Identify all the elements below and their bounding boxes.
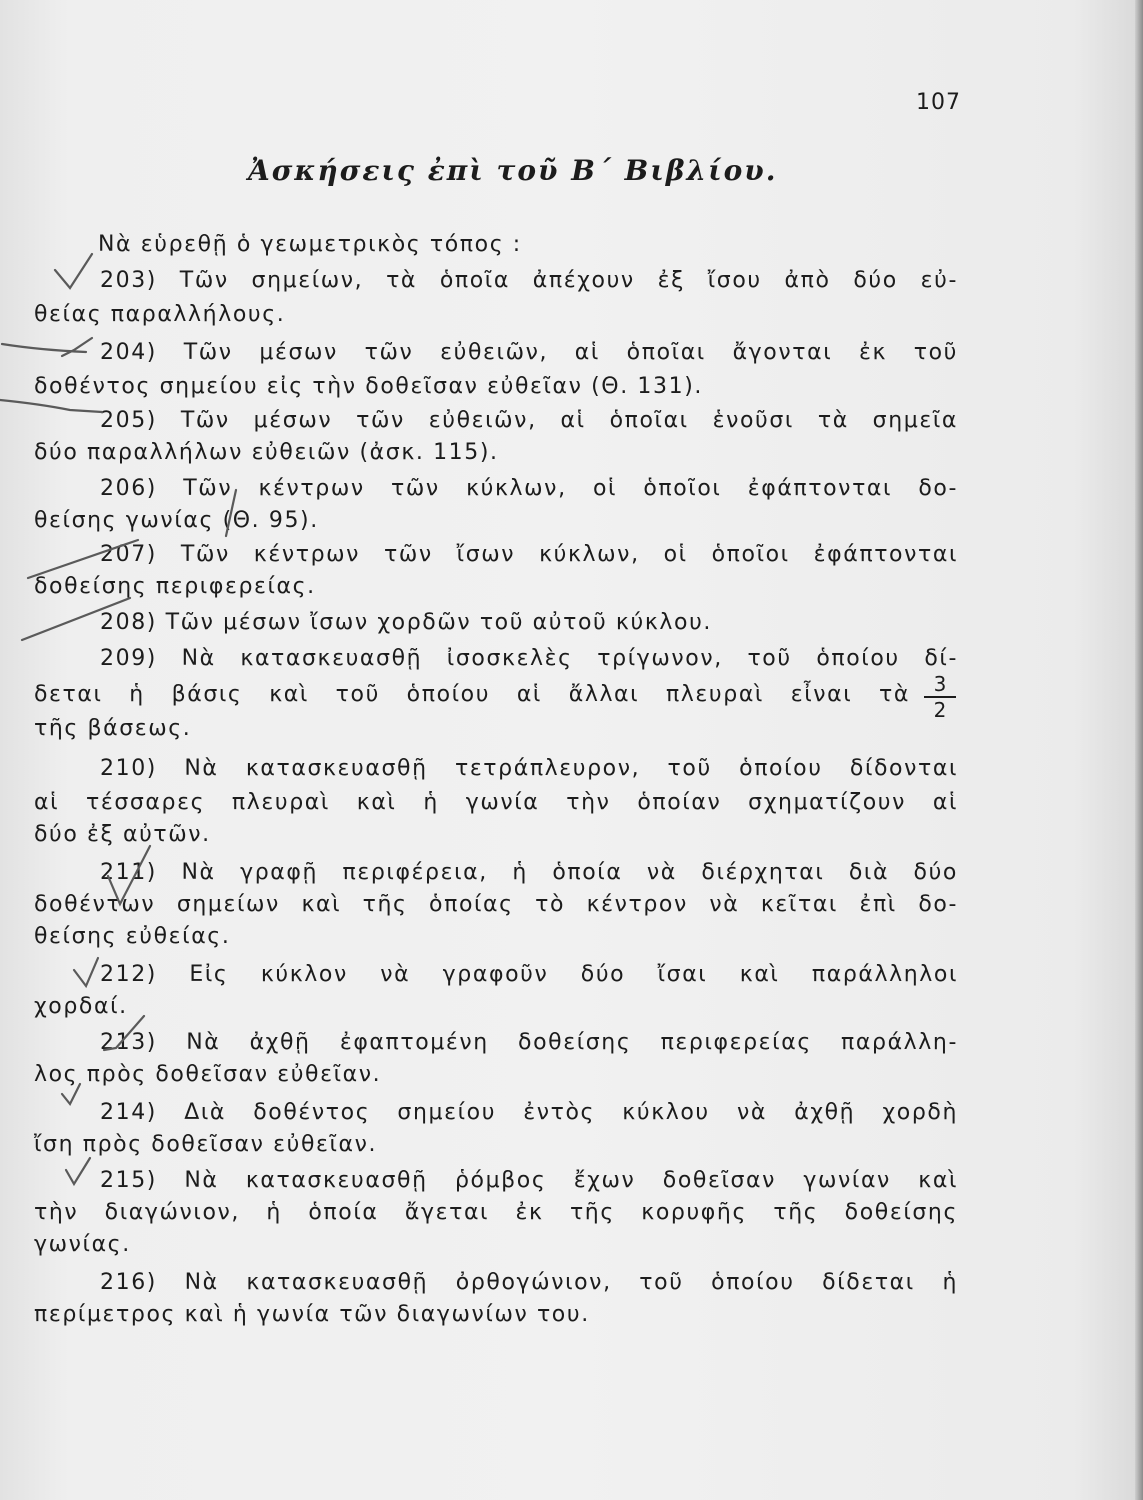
exercise-205-line-1: 205) Τῶν μέσων τῶν εὐθειῶν, αἱ ὁποῖαι ἑνοῦσι τὰ σημεῖα [100,408,958,433]
exercise-205-line-2: δύο παραλλήλων εὐθειῶν (ἀσκ. 115). [34,440,499,465]
fraction-three-halves [922,672,958,722]
exercise-211-line-3: θείσης εὐθείας. [34,924,231,949]
strike-204 [2,344,86,352]
intro-line: Νὰ εὑρεθῇ ὁ γεωμετρικὸς τόπος : [98,232,522,257]
exercise-216-line-1: 216) Νὰ κατασκευασθῇ ὀρθογώνιον, τοῦ ὁποίου δίδεται ἡ [100,1270,958,1295]
exercise-203-line-2: θείας παραλλήλους. [34,302,286,327]
exercise-210-line-2: αἱ τέσσαρες πλευραὶ καὶ ἡ γωνία τὴν ὁποίαν σχηματίζουν αἱ [34,790,958,815]
exercise-204-line-1: 204) Τῶν μέσων τῶν εὐθειῶν, αἱ ὁποῖαι ἄγονται ἐκ τοῦ [100,340,958,365]
exercise-216-line-2: περίμετρος καὶ ἡ γωνία τῶν διαγωνίων του. [34,1302,590,1327]
checkmark-215 [66,1158,90,1184]
exercise-215-line-3: γωνίας. [34,1232,131,1257]
exercise-209-line-2: δεται ἡ βάσις καὶ τοῦ ὁποίου αἱ ἄλλαι πλευραὶ εἶναι τὰ [34,682,910,707]
exercise-210-line-3: δύο ἐξ αὐτῶν. [34,822,211,847]
exercise-206-line-1: 206) Τῶν κέντρων τῶν κύκλων, οἱ ὁποῖοι ἐφάπτονται δο- [100,476,958,501]
page-title: Ἀσκήσεις ἐπὶ τοῦ Β΄ Βιβλίου. [248,154,778,187]
page-edge-shadow [1135,0,1143,1500]
exercise-211-line-1: 211) Νὰ γραφῇ περιφέρεια, ἡ ὁποία νὰ διέρχηται διὰ δύο [100,860,958,885]
exercise-215-line-1: 215) Νὰ κατασκευασθῇ ῥόμβος ἔχων δοθεῖσαν γωνίαν καὶ [100,1168,958,1193]
checkmark-204 [62,338,92,356]
fraction-denominator: 2 [933,698,947,722]
exercise-211-line-2: δοθέντων σημείων καὶ τῆς ὁποίας τὸ κέντρον νὰ κεῖται ἐπὶ δο- [34,892,958,917]
exercise-212-line-2: χορδαί. [34,994,128,1019]
checkmark-212 [74,958,98,986]
exercise-203-line-1: 203) Τῶν σημείων, τὰ ὁποῖα ἀπέχουν ἐξ ἴσου ἀπὸ δύο εὐ- [100,268,958,293]
exercise-214-line-1: 214) Διὰ δοθέντος σημείου ἐντὸς κύκλου νὰ ἀχθῇ χορδὴ [100,1100,958,1125]
exercise-210-line-1: 210) Νὰ κατασκευασθῇ τετράπλευρον, τοῦ ὁποίου δίδονται [100,756,958,781]
exercise-207-line-1: 207) Τῶν κέντρων τῶν ἴσων κύκλων, οἱ ὁποῖοι ἐφάπτονται [100,542,958,567]
exercise-213-line-1: 213) Νὰ ἀχθῇ ἐφαπτομένη δοθείσης περιφερείας παράλλη- [100,1030,958,1055]
exercise-208-line-1: 208) Τῶν μέσων ἴσων χορδῶν τοῦ αὐτοῦ κύκλου. [100,610,712,635]
exercise-207-line-2: δοθείσης περιφερείας. [34,574,316,599]
exercise-215-line-2: τὴν διαγώνιον, ἡ ὁποία ἄγεται ἐκ τῆς κορυφῆς τῆς δοθείσης [34,1200,958,1225]
checkmark-203 [55,254,92,288]
exercise-209-line-1: 209) Νὰ κατασκευασθῇ ἰσοσκελὲς τρίγωνον, τοῦ ὁποίου δί- [100,646,958,671]
exercise-212-line-1: 212) Εἰς κύκλον νὰ γραφοῦν δύο ἴσαι καὶ παράλληλοι [100,962,958,987]
page-number: 107 [916,90,961,115]
exercise-213-line-2: λος πρὸς δοθεῖσαν εὐθεῖαν. [34,1062,382,1087]
exercise-209-line-3: τῆς βάσεως. [34,716,192,741]
exercise-206-line-2: θείσης γωνίας (Θ. 95). [34,508,319,533]
exercise-204-line-2: δοθέντος σημείου εἰς τὴν δοθεῖσαν εὐθεῖαν (Θ. 131). [34,374,703,399]
exercise-214-line-2: ἴση πρὸς δοθεῖσαν εὐθεῖαν. [34,1132,378,1157]
fraction-numerator: 3 [933,672,947,696]
